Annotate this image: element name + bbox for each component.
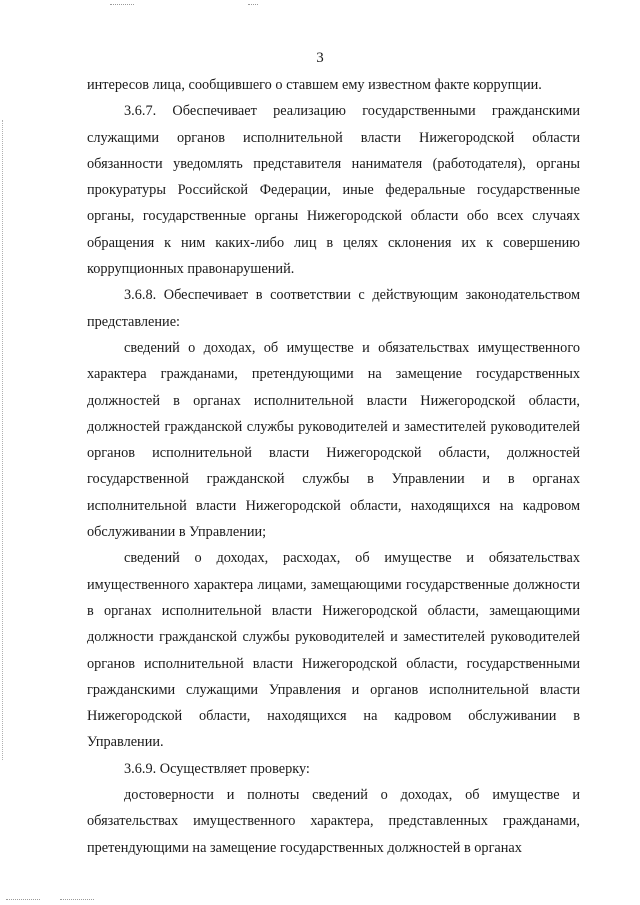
- scan-artifact-left-edge: [2, 120, 3, 760]
- paragraph-3-6-8: 3.6.8. Обеспечивает в соответствии с действующим законодательством представление:: [87, 287, 580, 330]
- paragraph-3-6-9: 3.6.9. Осуществляет проверку:: [124, 760, 310, 777]
- scan-artifact-bottom-center: [60, 899, 94, 900]
- paragraph-income-info-officials: сведений о доходах, расходах, об имуществе и обязательствах имущественного характера лицами, замещающими государственные должности в органах исполнительной власти Нижегородской области, замещающими должности гражданской службы руководителей и заместителей руководителей органов исполнительной власти Нижегородской области, государственными гражданскими служащими Управления и органов исполнительной власти Нижегородской области, находящихся на кадровом обслуживании в Управлении.: [87, 550, 580, 751]
- scan-artifact-bottom-left: [6, 899, 40, 900]
- paragraph-continuation: интересов лица, сообщившего о ставшем ему известном факте коррупции.: [87, 77, 542, 93]
- document-body: [87, 72, 580, 861]
- scan-artifact-top-left: [110, 4, 134, 5]
- scan-artifact-top-center: [248, 4, 258, 5]
- paragraph-income-info-candidates: сведений о доходах, об имуществе и обязательствах имущественного характера гражданами, претендующими на замещение государственных должностей в органах исполнительной власти Нижегородской области, должностей гражданской службы руководителей и заместителей руководителей органов исполнительной власти Нижегородской области, должностей государственной гражданской службы в Управлении и в органах исполнительной власти Нижегородской области, находящихся на кадровом обслуживании в Управлении;: [87, 339, 580, 541]
- paragraph-verification: достоверности и полноты сведений о доходах, об имуществе и обязательствах имущественного характера, представленных гражданами, претендующими на замещение государственных должностей в органах: [87, 787, 580, 856]
- page-number: 3: [316, 50, 324, 66]
- paragraph-3-6-7: 3.6.7. Обеспечивает реализацию государственными гражданскими служащими органов исполнительной власти Нижегородской области обязанности уведомлять представителя нанимателя (работодателя), органы прокуратуры Российской Федерации, иные федеральные государственные органы, государственные органы Нижегородской области обо всех случаях обращения к ним каких-либо лиц в целях склонения их к совершению коррупционных правонарушений.: [87, 103, 580, 278]
